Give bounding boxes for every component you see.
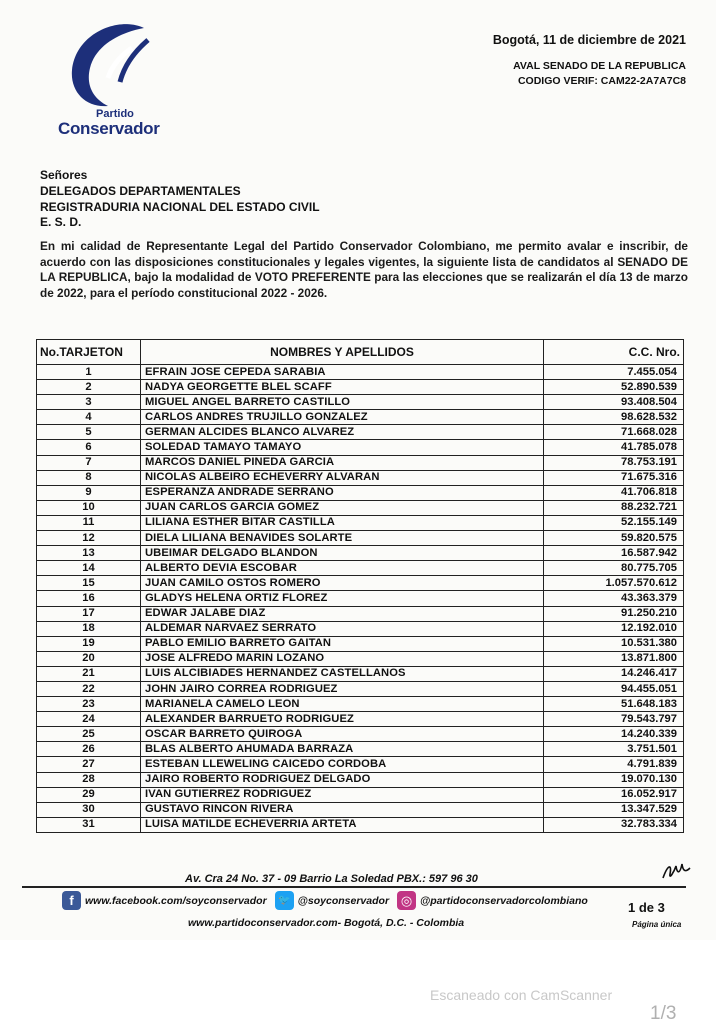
page-indicator: 1 de 3	[628, 900, 665, 915]
candidate-name: DIELA LILIANA BENAVIDES SOLARTE	[141, 531, 544, 546]
social-links	[62, 891, 596, 910]
verification-code: CODIGO VERIF: CAM22-2A7A7C8	[517, 75, 686, 87]
candidate-name: JUAN CAMILO OSTOS ROMERO	[141, 576, 544, 591]
tarjeton-number: 8	[37, 470, 141, 485]
candidate-name: GERMAN ALCIDES BLANCO ALVAREZ	[141, 425, 544, 440]
tarjeton-number: 13	[37, 546, 141, 561]
table-row	[37, 787, 684, 802]
tarjeton-number: 27	[37, 757, 141, 772]
table-row	[37, 621, 684, 636]
cc-number: 98.628.532	[544, 410, 684, 425]
table-row	[37, 802, 684, 817]
recipient-line-3: E. S. D.	[40, 215, 82, 230]
tarjeton-number: 25	[37, 727, 141, 742]
tarjeton-number: 31	[37, 817, 141, 832]
intro-text-3: para las elecciones que se realizarán el día 13 de marzo de 2022, para el período constitucional 2022 - 2026.	[40, 270, 688, 300]
candidate-name: SOLEDAD TAMAYO TAMAYO	[141, 440, 544, 455]
candidate-name: JUAN CARLOS GARCIA GOMEZ	[141, 500, 544, 515]
table-row	[37, 500, 684, 515]
candidate-name: LUISA MATILDE ECHEVERRIA ARTETA	[141, 817, 544, 832]
tarjeton-number: 14	[37, 561, 141, 576]
candidate-name: OSCAR BARRETO QUIROGA	[141, 727, 544, 742]
cc-number: 16.052.917	[544, 787, 684, 802]
cc-number: 10.531.380	[544, 636, 684, 651]
party-logo	[44, 22, 174, 137]
cc-number: 14.246.417	[544, 666, 684, 681]
table-row	[37, 666, 684, 681]
table-row	[37, 606, 684, 621]
cc-number: 93.408.504	[544, 395, 684, 410]
cc-number: 7.455.054	[544, 365, 684, 380]
table-row	[37, 697, 684, 712]
candidates-table	[36, 339, 684, 833]
recipient-line-2: REGISTRADURIA NACIONAL DEL ESTADO CIVIL	[40, 199, 320, 214]
candidate-name: MARCOS DANIEL PINEDA GARCIA	[141, 455, 544, 470]
recipient-line-1: DELEGADOS DEPARTAMENTALES	[40, 183, 241, 198]
instagram-handle[interactable]: @partidoconservadorcolombiano	[420, 894, 588, 907]
candidate-name: IVAN GUTIERREZ RODRIGUEZ	[141, 787, 544, 802]
intro-text-1: En mi calidad de Representante Legal del Partido Conservador Colombiano, me permito avalar e inscribir, de acuerdo con las disposiciones constitucionales y legales vigentes, la siguiente lista de candidatos al	[40, 239, 688, 269]
candidate-name: EFRAIN JOSE CEPEDA SARABIA	[141, 365, 544, 380]
tarjeton-number: 1	[37, 365, 141, 380]
instagram-icon: ◎	[397, 891, 416, 910]
cc-number: 94.455.051	[544, 681, 684, 696]
cc-number: 43.363.379	[544, 591, 684, 606]
candidate-name: UBEIMAR DELGADO BLANDON	[141, 546, 544, 561]
facebook-icon: f	[62, 891, 81, 910]
signature	[660, 860, 694, 889]
table-row	[37, 561, 684, 576]
tarjeton-number: 11	[37, 515, 141, 530]
cc-number: 32.783.334	[544, 817, 684, 832]
tarjeton-number: 4	[37, 410, 141, 425]
tarjeton-number: 6	[37, 440, 141, 455]
intro-bold-senado: SENADO DE LA REPUBLICA	[40, 254, 688, 284]
cc-number: 19.070.130	[544, 772, 684, 787]
logo-text-conservador: Conservador	[58, 119, 160, 138]
candidate-name: NICOLAS ALBEIRO ECHEVERRY ALVARAN	[141, 470, 544, 485]
tarjeton-number: 22	[37, 681, 141, 696]
table-row	[37, 742, 684, 757]
header-nombres: NOMBRES Y APELLIDOS	[141, 340, 544, 365]
tarjeton-number: 26	[37, 742, 141, 757]
cc-number: 41.706.818	[544, 485, 684, 500]
table-row	[37, 651, 684, 666]
tarjeton-number: 29	[37, 787, 141, 802]
candidate-name: JAIRO ROBERTO RODRIGUEZ DELGADO	[141, 772, 544, 787]
candidate-name: CARLOS ANDRES TRUJILLO GONZALEZ	[141, 410, 544, 425]
cc-number: 59.820.575	[544, 531, 684, 546]
table-row	[37, 440, 684, 455]
tarjeton-number: 23	[37, 697, 141, 712]
candidate-name: JOHN JAIRO CORREA RODRIGUEZ	[141, 681, 544, 696]
tarjeton-number: 21	[37, 666, 141, 681]
candidate-name: LILIANA ESTHER BITAR CASTILLA	[141, 515, 544, 530]
table-row	[37, 727, 684, 742]
table-row	[37, 470, 684, 485]
intro-bold-voto: VOTO PREFERENTE	[254, 270, 371, 284]
cc-number: 79.543.797	[544, 712, 684, 727]
twitter-icon: 🐦	[275, 891, 294, 910]
cc-number: 41.785.078	[544, 440, 684, 455]
candidate-name: ESTEBAN LLEWELING CAICEDO CORDOBA	[141, 757, 544, 772]
twitter-handle[interactable]: @soyconservador	[297, 894, 390, 907]
cc-number: 88.232.721	[544, 500, 684, 515]
candidate-name: MIGUEL ANGEL BARRETO CASTILLO	[141, 395, 544, 410]
candidate-name: ALEXANDER BARRUETO RODRIGUEZ	[141, 712, 544, 727]
table-row	[37, 531, 684, 546]
footer-address: Av. Cra 24 No. 37 - 09 Barrio La Soledad PBX.: 597 96 30	[185, 873, 478, 885]
tarjeton-number: 19	[37, 636, 141, 651]
cc-number: 14.240.339	[544, 727, 684, 742]
table-row	[37, 425, 684, 440]
table-row	[37, 410, 684, 425]
table-row	[37, 591, 684, 606]
tarjeton-number: 2	[37, 380, 141, 395]
salutation: Señores	[40, 168, 88, 182]
candidate-name: MARIANELA CAMELO LEON	[141, 697, 544, 712]
candidate-name: PABLO EMILIO BARRETO GAITAN	[141, 636, 544, 651]
table-header-row	[37, 340, 684, 365]
candidate-name: GLADYS HELENA ORTIZ FLOREZ	[141, 591, 544, 606]
tarjeton-number: 7	[37, 455, 141, 470]
table-row	[37, 636, 684, 651]
aval-line: AVAL SENADO DE LA REPUBLICA	[513, 60, 686, 72]
tarjeton-number: 3	[37, 395, 141, 410]
table-row	[37, 576, 684, 591]
cc-number: 16.587.942	[544, 546, 684, 561]
cc-number: 91.250.210	[544, 606, 684, 621]
tarjeton-number: 30	[37, 802, 141, 817]
header-tarjeton: No.TARJETON	[37, 340, 141, 365]
tarjeton-number: 17	[37, 606, 141, 621]
cc-number: 71.668.028	[544, 425, 684, 440]
cc-number: 12.192.010	[544, 621, 684, 636]
camscanner-watermark: Escaneado con CamScanner	[430, 987, 613, 1003]
facebook-link[interactable]: www.facebook.com/soyconservador	[85, 894, 267, 907]
cc-number: 51.648.183	[544, 697, 684, 712]
table-row	[37, 395, 684, 410]
table-row	[37, 380, 684, 395]
website-line[interactable]: www.partidoconservador.com- Bogotá, D.C. - Colombia	[188, 917, 465, 929]
candidate-name: NADYA GEORGETTE BLEL SCAFF	[141, 380, 544, 395]
logo-c-mark	[62, 22, 162, 110]
table-row	[37, 455, 684, 470]
candidate-name: LUIS ALCIBIADES HERNANDEZ CASTELLANOS	[141, 666, 544, 681]
cc-number: 52.890.539	[544, 380, 684, 395]
cc-number: 52.155.149	[544, 515, 684, 530]
header-cc: C.C. Nro.	[544, 340, 684, 365]
footer-divider	[22, 886, 686, 888]
tarjeton-number: 15	[37, 576, 141, 591]
candidate-name: EDWAR JALABE DIAZ	[141, 606, 544, 621]
tarjeton-number: 5	[37, 425, 141, 440]
table-row	[37, 546, 684, 561]
tarjeton-number: 20	[37, 651, 141, 666]
viewer-background	[0, 940, 716, 1024]
cc-number: 3.751.501	[544, 742, 684, 757]
tarjeton-number: 12	[37, 531, 141, 546]
page-counter: 1/3	[650, 1003, 677, 1024]
tarjeton-number: 10	[37, 500, 141, 515]
recipients-block	[40, 168, 320, 231]
table-row	[37, 681, 684, 696]
table-row	[37, 365, 684, 380]
cc-number: 4.791.839	[544, 757, 684, 772]
candidate-name: ESPERANZA ANDRADE SERRANO	[141, 485, 544, 500]
table-row	[37, 485, 684, 500]
candidate-name: GUSTAVO RINCON RIVERA	[141, 802, 544, 817]
cc-number: 1.057.570.612	[544, 576, 684, 591]
cc-number: 13.871.800	[544, 651, 684, 666]
candidate-name: BLAS ALBERTO AHUMADA BARRAZA	[141, 742, 544, 757]
cc-number: 80.775.705	[544, 561, 684, 576]
table-row	[37, 757, 684, 772]
tarjeton-number: 28	[37, 772, 141, 787]
intro-text-2: , bajo la modalidad de	[127, 270, 255, 284]
candidate-name: ALDEMAR NARVAEZ SERRATO	[141, 621, 544, 636]
table-row	[37, 712, 684, 727]
tarjeton-number: 16	[37, 591, 141, 606]
table-row	[37, 817, 684, 832]
table-row	[37, 772, 684, 787]
table-row	[37, 515, 684, 530]
candidate-name: ALBERTO DEVIA ESCOBAR	[141, 561, 544, 576]
letter-date: Bogotá, 11 de diciembre de 2021	[492, 33, 686, 47]
candidate-name: JOSE ALFREDO MARIN LOZANO	[141, 651, 544, 666]
tarjeton-number: 9	[37, 485, 141, 500]
tarjeton-number: 24	[37, 712, 141, 727]
cc-number: 13.347.529	[544, 802, 684, 817]
logo-text-partido: Partido	[96, 108, 134, 120]
cc-number: 71.675.316	[544, 470, 684, 485]
cc-number: 78.753.191	[544, 455, 684, 470]
letter-header	[493, 33, 686, 89]
page-unique-label: Página única	[632, 920, 682, 929]
intro-paragraph	[40, 239, 688, 301]
tarjeton-number: 18	[37, 621, 141, 636]
